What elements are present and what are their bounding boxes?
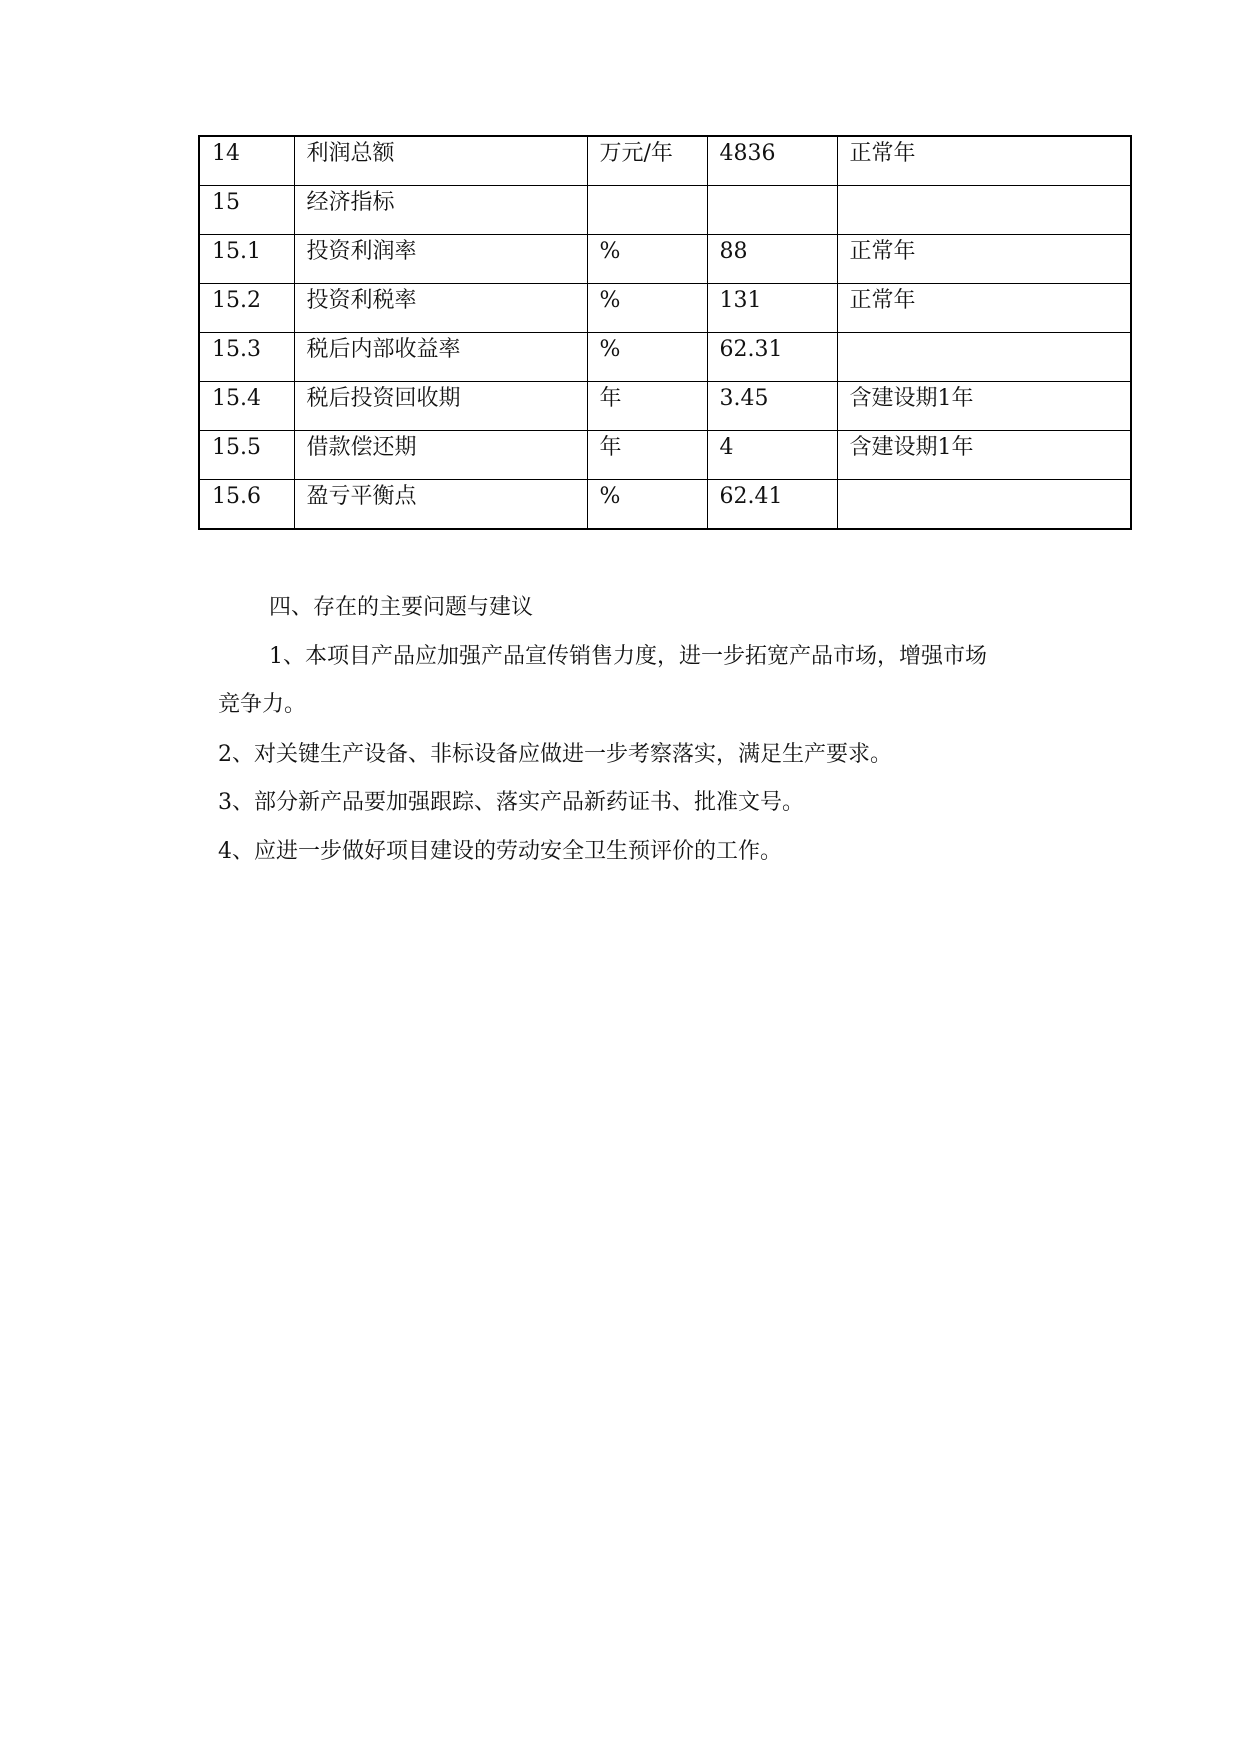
value-cell: 88 — [707, 235, 837, 284]
unit-cell — [587, 186, 707, 235]
item-name-cell: 税后内部收益率 — [294, 333, 587, 382]
row-number-cell: 15.2 — [199, 284, 294, 333]
item-name-cell: 借款偿还期 — [294, 431, 587, 480]
note-cell: 正常年 — [837, 136, 1131, 186]
value-cell: 4 — [707, 431, 837, 480]
table-row — [199, 235, 1131, 284]
item-name-cell: 税后投资回收期 — [294, 382, 587, 431]
table-row — [199, 284, 1131, 333]
row-number-cell: 15.3 — [199, 333, 294, 382]
row-number-cell: 15.6 — [199, 480, 294, 530]
row-number-cell: 15 — [199, 186, 294, 235]
paragraph-1-line-2: 竞争力。 — [218, 692, 307, 717]
note-cell — [837, 186, 1131, 235]
note-cell — [837, 480, 1131, 530]
table-row — [199, 431, 1131, 480]
item-name-cell: 投资利润率 — [294, 235, 587, 284]
row-number-cell: 15.5 — [199, 431, 294, 480]
value-cell — [707, 186, 837, 235]
unit-cell: % — [587, 480, 707, 530]
unit-cell: 年 — [587, 431, 707, 480]
unit-cell: % — [587, 284, 707, 333]
indicator-table — [198, 135, 1132, 530]
value-cell: 62.41 — [707, 480, 837, 530]
item-name-cell: 利润总额 — [294, 136, 587, 186]
value-cell: 3.45 — [707, 382, 837, 431]
paragraph-1-line-1: 1、本项目产品应加强产品宣传销售力度，进一步拓宽产品市场，增强市场 — [269, 644, 987, 669]
note-cell: 含建设期1年 — [837, 431, 1131, 480]
unit-cell: 年 — [587, 382, 707, 431]
item-name-cell: 经济指标 — [294, 186, 587, 235]
row-number-cell: 14 — [199, 136, 294, 186]
table-row — [199, 382, 1131, 431]
note-cell: 含建设期1年 — [837, 382, 1131, 431]
unit-cell: % — [587, 235, 707, 284]
note-cell — [837, 333, 1131, 382]
table-row — [199, 136, 1131, 186]
value-cell: 4836 — [707, 136, 837, 186]
section-heading: 四、存在的主要问题与建议 — [269, 595, 534, 620]
table-row — [199, 333, 1131, 382]
unit-cell: % — [587, 333, 707, 382]
table-row — [199, 186, 1131, 235]
paragraph-4: 4、应进一步做好项目建设的劳动安全卫生预评价的工作。 — [218, 839, 782, 864]
value-cell: 131 — [707, 284, 837, 333]
paragraph-2: 2、对关键生产设备、非标设备应做进一步考察落实，满足生产要求。 — [218, 742, 892, 767]
note-cell: 正常年 — [837, 284, 1131, 333]
paragraph-3: 3、部分新产品要加强跟踪、落实产品新药证书、批准文号。 — [218, 790, 804, 815]
item-name-cell: 盈亏平衡点 — [294, 480, 587, 530]
unit-cell: 万元/年 — [587, 136, 707, 186]
row-number-cell: 15.1 — [199, 235, 294, 284]
table-row — [199, 480, 1131, 530]
row-number-cell: 15.4 — [199, 382, 294, 431]
value-cell: 62.31 — [707, 333, 837, 382]
note-cell: 正常年 — [837, 235, 1131, 284]
item-name-cell: 投资利税率 — [294, 284, 587, 333]
